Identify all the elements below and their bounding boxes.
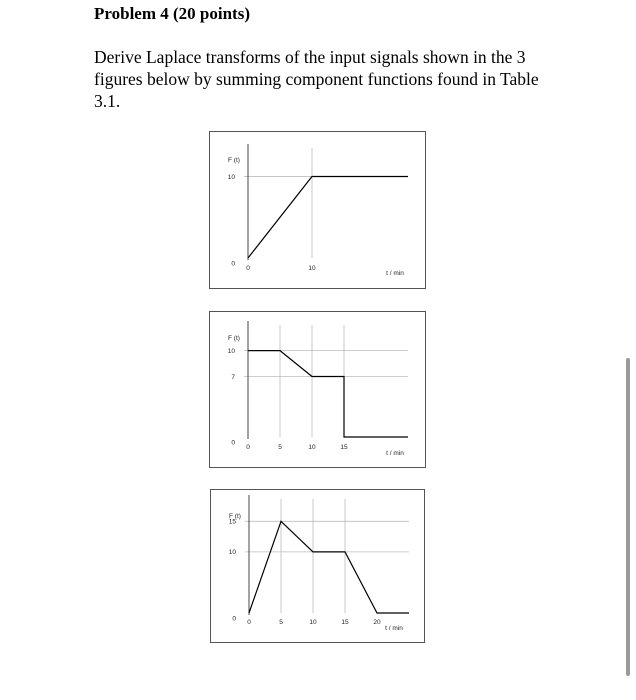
x-tick-label: 20: [373, 619, 381, 626]
figure-3-plot: [211, 490, 424, 642]
y-tick-label: 10: [227, 173, 235, 181]
y-axis-label: F (t): [228, 335, 240, 342]
figure-1: [209, 131, 426, 289]
y-tick-label: 10: [227, 347, 235, 355]
x-tick-label: 10: [308, 444, 316, 451]
x-axis-label: t / min: [386, 270, 404, 277]
y-tick-label: 10: [228, 549, 236, 557]
x-tick-label: 10: [309, 619, 317, 626]
signal-line: [249, 521, 409, 613]
x-axis-label: t / min: [386, 450, 404, 457]
signal-line: [248, 351, 408, 437]
scrollbar[interactable]: [626, 358, 630, 676]
y-tick-label: 0: [231, 439, 235, 447]
x-tick-label: 15: [340, 444, 348, 451]
signal-line: [248, 177, 408, 259]
x-tick-label: 5: [278, 444, 282, 451]
figure-2-plot: [210, 312, 425, 467]
x-tick-label: 0: [247, 619, 251, 626]
problem-text: Derive Laplace transforms of the input signals shown in the 3 figures below by summing component functions found in Table 3.1.: [94, 47, 539, 111]
y-axis-label: F (t): [228, 157, 240, 164]
y-tick-label: 15: [228, 518, 236, 526]
figure-3: [210, 489, 425, 643]
y-tick-label: 7: [231, 373, 235, 381]
figure-2: [209, 311, 426, 468]
x-tick-label: 5: [279, 619, 283, 626]
x-tick-label: 0: [246, 444, 250, 451]
x-tick-label: 0: [246, 265, 250, 272]
y-tick-label: 0: [232, 615, 236, 623]
y-axis-label: F (t): [229, 513, 241, 520]
x-tick-label: 15: [341, 619, 349, 626]
y-tick-label: 0: [231, 260, 235, 268]
figure-1-plot: [210, 132, 425, 288]
x-axis-label: t / min: [385, 625, 403, 632]
problem-title: Problem 4 (20 points): [94, 4, 250, 23]
x-tick-label: 10: [308, 265, 316, 272]
